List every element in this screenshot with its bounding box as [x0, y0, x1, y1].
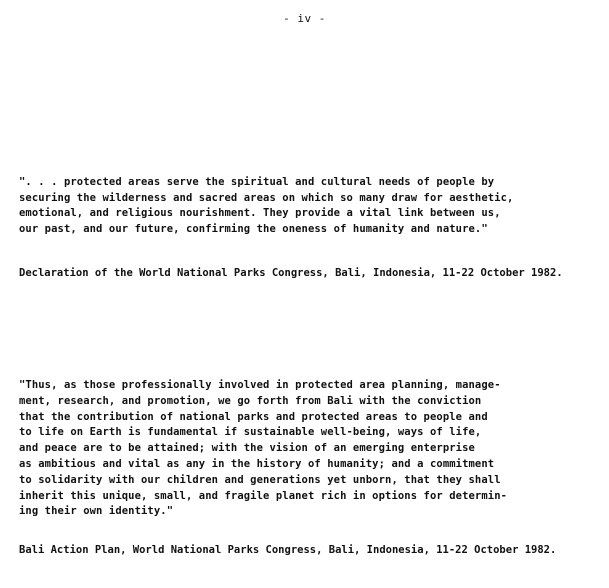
- quote-line: to solidarity with our children and generations yet unborn, that they shall: [19, 473, 501, 486]
- quote-line: ". . . protected areas serve the spiritual and cultural needs of people by: [19, 176, 495, 188]
- quote-line: ing their own identity.": [19, 505, 174, 518]
- quote-line: inherit this unique, small, and fragile planet rich in options for determin-: [19, 489, 508, 502]
- quote-line: as ambitious and vital as any in the history of humanity; and a commitment: [19, 457, 495, 470]
- citation-action-plan: Bali Action Plan, World National Parks Congress, Bali, Indonesia, 11-22 October 1982.: [19, 544, 557, 556]
- quote-line: and peace are to be attained; with the vision of an emerging enterprise: [19, 442, 475, 455]
- citation-declaration: Declaration of the World National Parks Congress, Bali, Indonesia, 11-22 October 1982.: [19, 267, 563, 279]
- quote-line: our past, and our future, confirming the oneness of humanity and nature.": [19, 222, 488, 235]
- quote-declaration: [19, 175, 599, 237]
- quote-line: securing the wilderness and sacred areas on which so many draw for aesthetic,: [19, 191, 514, 204]
- quote-line: ment, research, and promotion, we go forth from Bali with the conviction: [19, 394, 482, 407]
- quote-line: that the contribution of national parks and protected areas to people and: [19, 410, 488, 423]
- quote-line: to life on Earth is fundamental if sustainable well-being, ways of life,: [19, 426, 482, 439]
- quote-line: emotional, and religious nourishment. They provide a vital link between us,: [19, 207, 501, 220]
- quote-line: "Thus, as those professionally involved in protected area planning, manage-: [19, 379, 501, 391]
- page-number: - iv -: [283, 12, 326, 25]
- quote-action-plan: [19, 378, 599, 520]
